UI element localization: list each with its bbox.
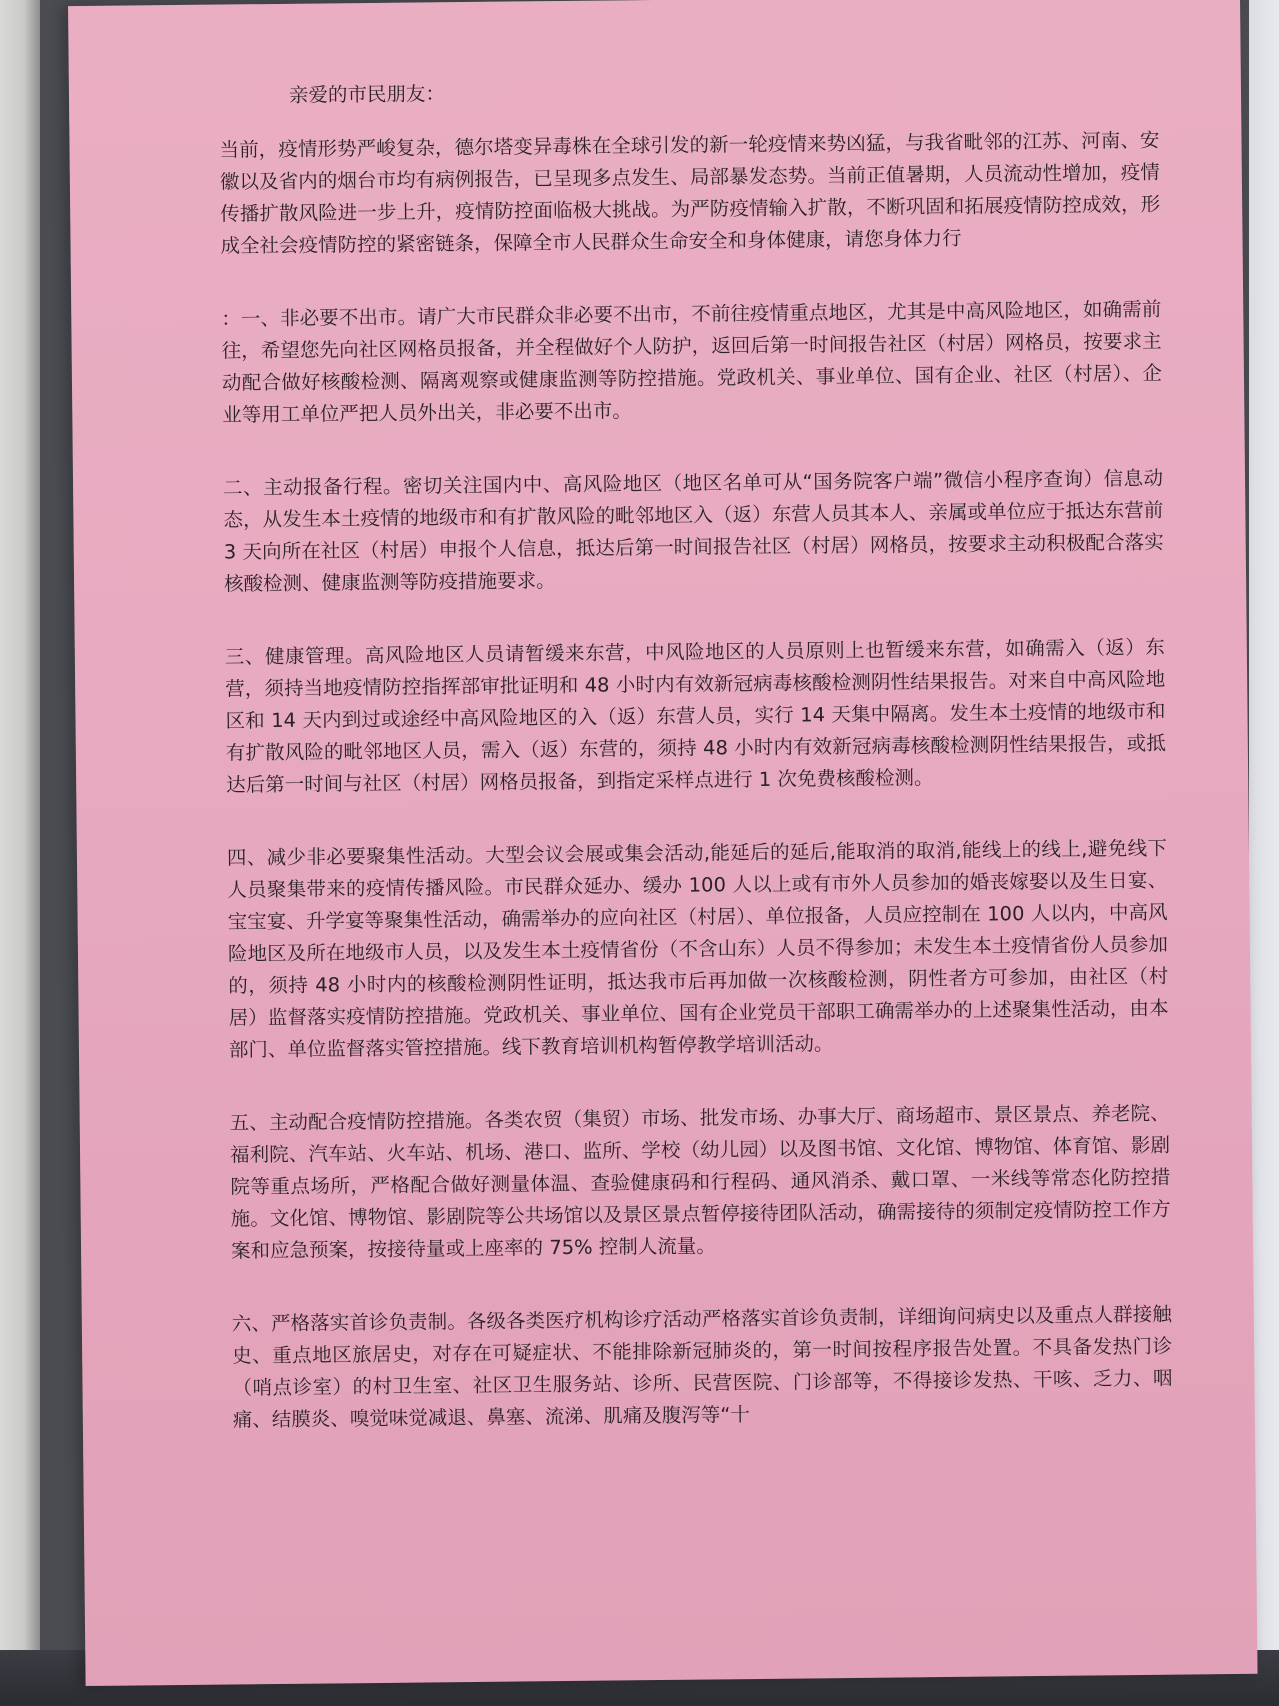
paragraph-3: 三、健康管理。高风险地区人员请暂缓来东营，中风险地区的人员原则上也暂缓来东营，如确需入（返）东营，须持当地疫情防控指挥部审批证明和 48 小时内有效新冠病毒核酸检测阴性结果报告。对来自中高风险地区和 14 天内到过或途经中高风险地区的入（返）东营人员，实行 14 天集中隔离。发生本土疫情的地级市和有扩散风险的毗邻地区人员，需入（返）东营的，须持 48 小时内有效新冠病毒核酸检测阴性结果报告，或抵达后第一时间与社区（村居）网格员报备，到指定采样点进行 1 次免费核酸检测。	[224, 635, 1166, 797]
paragraph-2: 二、主动报备行程。密切关注国内中、高风险地区（地区名单可从“国务院客户端”微信小程序查询）信息动态，从发生本土疫情的地级市和有扩散风险的毗邻地区入（返）东营人员其本人、亲属或单位应于抵达东营前 3 天向所在社区（村居）申报个人信息，抵达后第一时间报告社区（村居）网格员，按要求主动积极配合落实核酸检测、健康监测等防疫措施要求。	[222, 466, 1164, 596]
notice-text	[219, 71, 1173, 1437]
paragraph-4: 四、减少非必要聚集性活动。大型会议会展或集会活动,能延后的延后,能取消的取消,能线上的线上,避免线下人员聚集带来的疫情传播风险。市民群众延办、缓办 100 人以上或有市外人员参加的婚丧嫁娶以及生日宴、宝宝宴、升学宴等聚集性活动，确需举办的应向社区（村居）、单位报备，人员应控制在 100 人以内，中高风险地区及所在地级市人员，以及发生本土疫情省份（不含山东）人员不得参加；未发生本土疫情省份人员参加的，须持 48 小时内的核酸检测阴性证明，抵达我市后再加做一次核酸检测，阴性者方可参加，由社区（村居）监督落实疫情防控措施。党政机关、事业单位、国有企业党员干部职工确需举办的上述聚集性活动，由本部门、单位监督落实管控措施。线下教育培训机构暂停教学培训活动。	[226, 836, 1169, 1062]
paragraph-6: 六、严格落实首诊负责制。各级各类医疗机构诊疗活动严格落实首诊负责制，详细询问病史以及重点人群接触史、重点地区旅居史，对存在可疑症状、不能排除新冠肺炎的，第一时间按程序报告处置。不具备发热门诊（哨点诊室）的村卫生室、社区卫生服务站、诊所、民营医院、门诊部等，不得接诊发热、干咳、乏力、咽痛、结膜炎、嗅觉味觉减退、鼻塞、流涕、肌痛及腹泻等“十	[231, 1302, 1173, 1432]
background-left	[0, 0, 40, 1706]
paper-sheet	[68, 0, 1258, 1686]
paragraph-5: 五、主动配合疫情防控措施。各类农贸（集贸）市场、批发市场、办事大厅、商场超市、景区景点、养老院、福利院、汽车站、火车站、机场、港口、监所、学校（幼儿园）以及图书馆、文化馆、博物馆、体育馆、影剧院等重点场所，严格配合做好测量体温、查验健康码和行程码、通风消杀、戴口罩、一米线等常态化防控措施。文化馆、博物馆、影剧院等公共场馆以及景区景点暂停接待团队活动，确需接待的须制定疫情防控工作方案和应急预案，按接待量或上座率的 75% 控制人流量。	[229, 1101, 1171, 1263]
paragraph-intro: 当前，疫情形势严峻复杂，德尔塔变异毒株在全球引发的新一轮疫情来势凶猛，与我省毗邻的江苏、河南、安徽以及省内的烟台市均有病例报告，已呈现多点发生、局部暴发态势。当前正值暑期，人员流动性增加，疫情传播扩散风险进一步上升，疫情防控面临极大挑战。为严防疫情输入扩散，不断巩固和拓展疫情防控成效，形成全社会疫情防控的紧密链条，保障全市人民群众生命安全和身体健康，请您身体力行	[219, 128, 1161, 258]
greeting: 亲爱的市民朋友：	[288, 82, 446, 107]
paragraph-1: ：一、非必要不出市。请广大市民群众非必要不出市，不前往疫情重点地区，尤其是中高风险地区，如确需前往，希望您先向社区网格员报备，并全程做好个人防护，返回后第一时间报告社区（村居）网格员，按要求主动配合做好核酸检测、隔离观察或健康监测等防控措施。党政机关、事业单位、国有企业、社区（村居）、企业等用工单位严把人员外出关，非必要不出市。	[221, 297, 1163, 427]
